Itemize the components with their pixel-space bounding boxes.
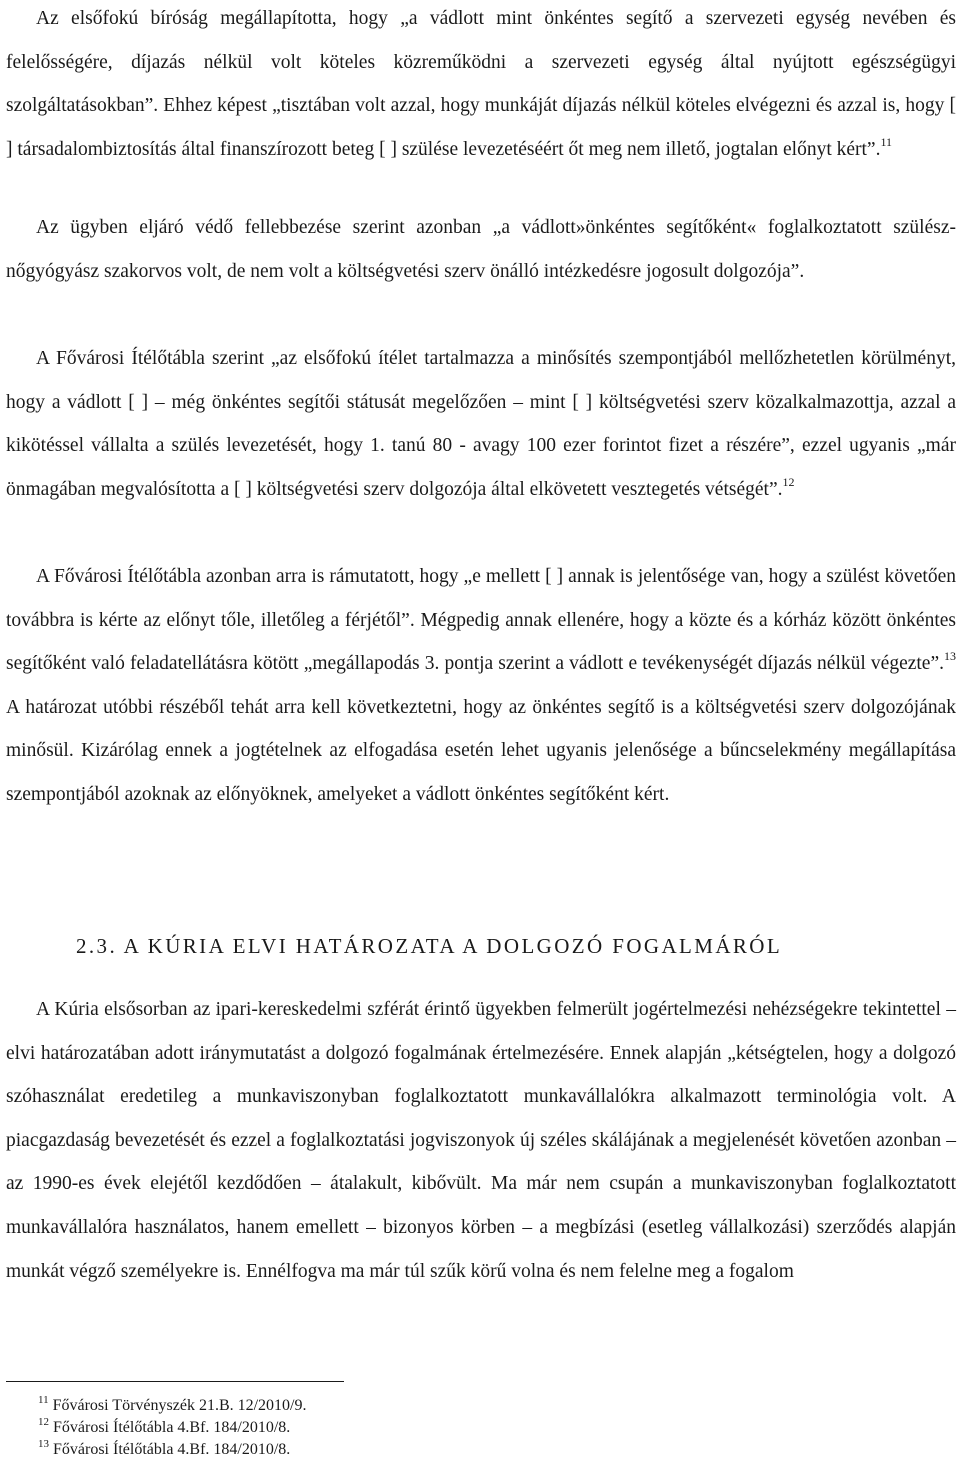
- paragraph-kuria-decision: [6, 988, 956, 1293]
- paragraph-text: A Fővárosi Ítélőtábla azonban arra is rámutatott, hogy „e mellett [ ] annak is jelentősége van, hogy a szülést követően továbbra is kérte az előnyt tőle, illetőleg a férjétől”. Mégpedig annak ellenére, hogy a közte és a kórház között önkéntes segítőként való feladatellátásra kötött „megállapodás 3. pontja szerint a vádlott e tevékenységét díjazás nélkül végezte”.: [6, 566, 956, 675]
- footnote-12: [38, 1418, 290, 1438]
- paragraph-appeal-court-view: [6, 337, 956, 511]
- paragraph-text: Az ügyben eljáró védő fellebbezése szerint azonban „a vádlott»önkéntes segítőként« foglalkoztatott szülész-nőgyógyász szakorvos volt, de nem volt a költségvetési szerv önálló intézkedésre jogosult dolgozója”.: [6, 217, 956, 282]
- paragraph-first-instance-court: [6, 0, 956, 171]
- paragraph-text: A Kúria elsősorban az ipari-kereskedelmi szférát érintő ügyekben felmerült jogértelmezési nehézségekre tekintettel – elvi határozatában adott iránymutatást a dolgozó fogalmának értelmezésére. Ennek alapján „kétségtelen, hogy a dolgozó szóhasználat eredetileg a munkaviszonyban foglalkoztatott munkavállalókra alkalmazott terminológia volt. A piacgazdaság bevezetését és ezzel a foglalkoztatási jogviszonyok új széles skálájának a megjelenését követően azonban – az 1990-es évek elejétől kezdődően – átalakult, kibővült. Ma már nem csupán a munkaviszonyban foglalkoztatott munkavállalóra használatos, hanem emellett – bizonyos körben – a megbízási (esetleg vállalkozási) szerződés alapján munkát végző személyekre is. Ennélfogva ma már túl szűk körű volna és nem felelne meg a fogalom: [6, 999, 956, 1282]
- footnote-number: 11: [38, 1394, 49, 1406]
- footnote-ref-11[interactable]: 11: [880, 134, 893, 149]
- footnote-text: Fővárosi Ítélőtábla 4.Bf. 184/2010/8.: [53, 1441, 291, 1458]
- footnote-text: Fővárosi Törvényszék 21.B. 12/2010/9.: [52, 1397, 307, 1414]
- paragraph-text: A Fővárosi Ítélőtábla szerint „az elsőfokú ítélet tartalmazza a minősítés szempontjából mellőzhetetlen körülményt, hogy a vádlott [ ] – még önkéntes segítői státusát megelőzően – mint [ ] költségvetési szerv közalkalmazottja, azzal a kikötéssel vállalta a szülés levezetését, hogy 1. tanú 80 - avagy 100 ezer forintot fizet a részére”, ezzel ugyanis „már önmagában megvalósította a [ ] költségvetési szerv dolgozója által elkövetett vesztegetés vétségét”.: [6, 348, 956, 500]
- footnote-13: [38, 1440, 290, 1460]
- paragraph-defense-appeal: [6, 206, 956, 293]
- footnote-separator: [6, 1381, 344, 1382]
- section-heading: 2.3. A KÚRIA ELVI HATÁROZATA A DOLGOZÓ FOGALMÁRÓL: [76, 934, 783, 958]
- footnote-ref-12[interactable]: 12: [782, 474, 795, 489]
- footnote-number: 12: [38, 1416, 49, 1428]
- footnote-ref-13[interactable]: 13: [944, 649, 956, 664]
- paragraph-appeal-court-further: [6, 555, 956, 817]
- footnote-number: 13: [38, 1438, 49, 1450]
- paragraph-text: Az elsőfokú bíróság megállapította, hogy „a vádlott mint önkéntes segítő a szervezeti egység nevében és felelősségére, díjazás nélkül volt köteles közreműködni a szervezeti egység által nyújtott egészségügyi szolgáltatásokban”. Ehhez képest „tisztában volt azzal, hogy munkáját díjazás nélkül köteles elvégezni és azzal is, hogy [ ] társadalombiztosítás által finanszírozott beteg [ ] szülése levezetéséért őt meg nem illető, jogtalan előnyt kért”.: [6, 8, 956, 160]
- footnote-text: Fővárosi Ítélőtábla 4.Bf. 184/2010/8.: [53, 1419, 291, 1436]
- paragraph-text-continued: A határozat utóbbi részéből tehát arra kell következtetni, hogy az önkéntes segítő is a költségvetési szerv dolgozójának minősül. Kizárólag ennek a jogtételnek az elfogadása esetén lehet ugyanis jelenősége a bűncselekmény megállapítása szempontjából azoknak az előnyöknek, amelyeket a vádlott önkéntes segítőként kért.: [6, 696, 956, 805]
- footnote-11: [38, 1396, 307, 1416]
